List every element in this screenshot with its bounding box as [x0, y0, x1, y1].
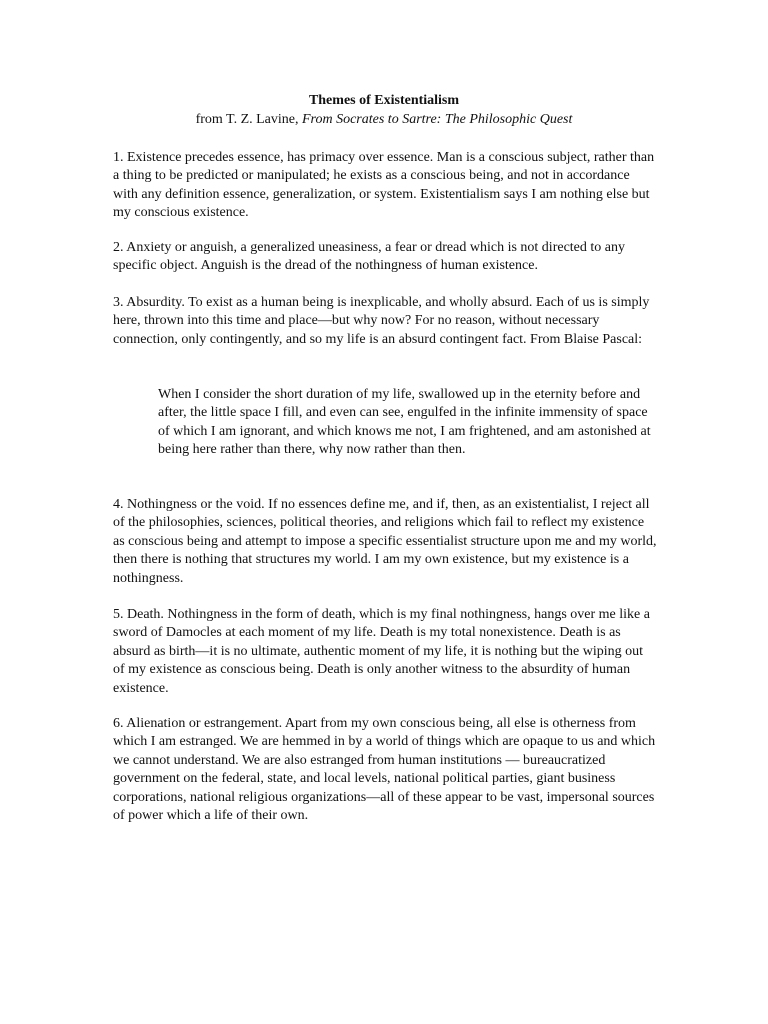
document-title: Themes of Existentialism	[308, 93, 460, 108]
document-subtitle	[0, 111, 768, 129]
theme-paragraph-death: 5. Death. Nothingness in the form of death, which is my final nothingness, hangs over me like a sword of Damocles at each moment of my life. Death is my total nonexistence. Death is as absurd as birth—it is no ultimate, authentic moment of my life, it is nothing but the wiping out of my existence as conscious being. Death is only another witness to the absurdity of human existence.	[113, 607, 650, 696]
theme-paragraph-existence: 1. Existence precedes essence, has primacy over essence. Man is a conscious subject, rather than a thing to be predicted or manipulated; he exists as a conscious being, and not in accordance with any definition essence, generalization, or system. Existentialism says I am nothing else but my conscious existence.	[113, 150, 655, 221]
subtitle-book-title: From Socrates to Sartre: The Philosophic Quest	[302, 112, 573, 127]
theme-paragraph-nothingness: 4. Nothingness or the void. If no essences define me, and if, then, as an existentialist, I reject all of the philosophies, sciences, political theories, and religions which fail to reflect my existence as conscious being and attempt to impose a specific essentialist structure upon me and my world, then there is nothing that structures my world. I am my own existence, but my existence is a nothingness.	[113, 497, 657, 586]
theme-paragraph-absurdity: 3. Absurdity. To exist as a human being is inexplicable, and wholly absurd. Each of us is simply here, thrown into this time and place—but why now? For no reason, without necessary connection, only contingently, and so my life is an absurd contingent fact. From Blaise Pascal:	[113, 295, 650, 347]
subtitle-author: from T. Z. Lavine,	[195, 112, 302, 127]
theme-paragraph-alienation: 6. Alienation or estrangement. Apart from my own conscious being, all else is otherness from which I am estranged. We are hemmed in by a world of things which are opaque to us and which we cannot understand. We are also estranged from human institutions — bureaucratized government on the federal, state, and local levels, national political parties, giant business corporations, national religious organizations—all of these appear to be vast, impersonal sources of power which a life of their own.	[113, 716, 656, 824]
pascal-block-quote: When I consider the short duration of my life, swallowed up in the eternity before and after, the little space I fill, and even can see, engulfed in the infinite immensity of space of which I am ignorant, and which knows me not, I am frightened, and am astonished at being here rather than there, why now rather than then.	[158, 387, 651, 458]
theme-paragraph-anxiety: 2. Anxiety or anguish, a generalized uneasiness, a fear or dread which is not directed to any specific object. Anguish is the dread of the nothingness of human existence.	[113, 240, 625, 274]
